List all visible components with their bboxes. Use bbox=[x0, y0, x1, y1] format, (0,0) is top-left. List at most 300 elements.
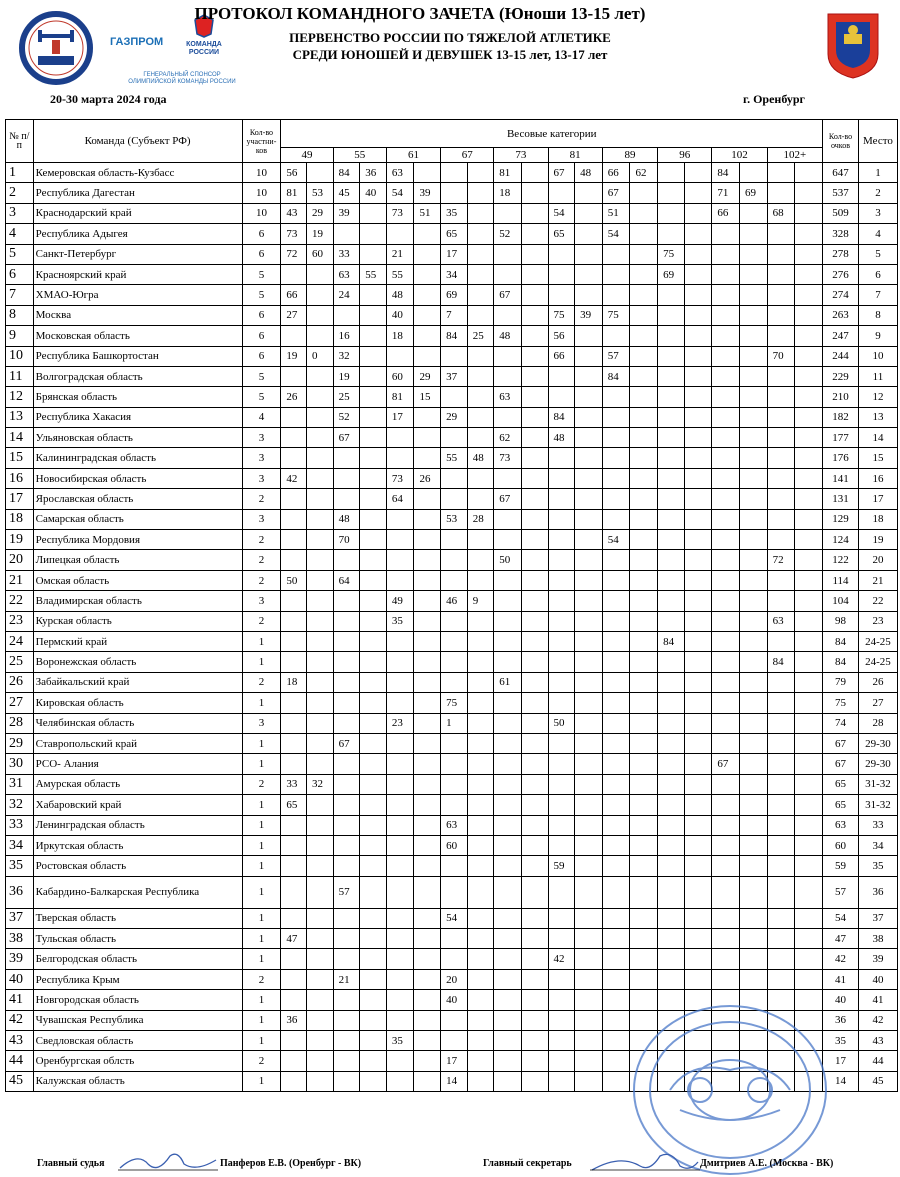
weight-points-cell: 25 bbox=[467, 326, 494, 346]
weight-points-cell bbox=[467, 949, 494, 969]
table-row bbox=[6, 305, 898, 325]
weight-points-cell: 66 bbox=[712, 203, 740, 223]
weight-points-cell bbox=[467, 908, 494, 928]
weight-points-cell bbox=[414, 428, 441, 448]
weight-points-cell bbox=[602, 774, 630, 794]
weight-points-cell: 47 bbox=[281, 929, 307, 949]
row-number: 21 bbox=[6, 570, 34, 590]
weight-points-cell bbox=[281, 550, 307, 570]
weight-points-cell bbox=[575, 876, 603, 908]
weight-points-cell bbox=[658, 570, 685, 590]
table-row bbox=[6, 795, 898, 815]
weight-points-cell bbox=[386, 774, 414, 794]
weight-points-cell bbox=[467, 733, 494, 753]
weight-points-cell bbox=[307, 929, 334, 949]
weight-points-cell bbox=[630, 631, 658, 651]
weight-points-cell: 67 bbox=[548, 163, 575, 183]
weight-points-cell: 65 bbox=[441, 224, 468, 244]
weight-points-cell bbox=[360, 969, 387, 989]
participant-count: 2 bbox=[242, 1051, 281, 1071]
weight-points-cell bbox=[684, 428, 712, 448]
weight-points-cell: 81 bbox=[386, 387, 414, 407]
weight-points-cell bbox=[602, 815, 630, 835]
weight-points-cell bbox=[795, 509, 823, 529]
weight-points-cell bbox=[712, 264, 740, 284]
weight-points-cell bbox=[795, 264, 823, 284]
weight-points-cell: 19 bbox=[281, 346, 307, 366]
weight-points-cell bbox=[360, 224, 387, 244]
weight-points-cell bbox=[467, 244, 494, 264]
weight-points-cell: 48 bbox=[333, 509, 360, 529]
weight-points-cell bbox=[739, 815, 767, 835]
weight-points-cell bbox=[630, 969, 658, 989]
weight-points-cell bbox=[281, 1031, 307, 1051]
weight-points-cell bbox=[307, 1071, 334, 1091]
weight-points-cell bbox=[414, 305, 441, 325]
team-name: Ульяновская область bbox=[33, 428, 242, 448]
team-name: Кировская область bbox=[33, 693, 242, 713]
weight-points-cell bbox=[630, 183, 658, 203]
weight-points-cell: 34 bbox=[441, 264, 468, 284]
place: 15 bbox=[858, 448, 897, 468]
weight-points-cell bbox=[307, 428, 334, 448]
weight-points-cell bbox=[521, 570, 548, 590]
weight-points-cell bbox=[360, 795, 387, 815]
weight-points-cell bbox=[602, 448, 630, 468]
weight-points-cell bbox=[441, 489, 468, 509]
weight-points-cell bbox=[795, 244, 823, 264]
weight-points-cell: 68 bbox=[767, 203, 795, 223]
weight-points-cell bbox=[494, 244, 522, 264]
weight-points-cell bbox=[521, 509, 548, 529]
weight-points-cell bbox=[307, 530, 334, 550]
weight-points-cell bbox=[307, 285, 334, 305]
weight-points-cell bbox=[795, 468, 823, 488]
weight-points-cell bbox=[441, 929, 468, 949]
weight-points-cell bbox=[602, 908, 630, 928]
weight-points-cell bbox=[386, 815, 414, 835]
table-row bbox=[6, 1031, 898, 1051]
weight-points-cell bbox=[414, 611, 441, 631]
team-name: Республика Башкортостан bbox=[33, 346, 242, 366]
chief-secretary-signature bbox=[590, 1150, 700, 1174]
table-row bbox=[6, 672, 898, 692]
weight-points-cell: 42 bbox=[548, 949, 575, 969]
weight-points-cell bbox=[602, 509, 630, 529]
weight-points-cell bbox=[684, 631, 712, 651]
weight-points-cell bbox=[602, 693, 630, 713]
weight-points-cell bbox=[739, 570, 767, 590]
weight-points-cell: 1 bbox=[441, 713, 468, 733]
weight-category-header: 102 bbox=[712, 148, 767, 163]
weight-points-cell bbox=[658, 693, 685, 713]
weight-points-cell bbox=[307, 366, 334, 386]
team-name: Кемеровская область-Кузбасс bbox=[33, 163, 242, 183]
place: 40 bbox=[858, 969, 897, 989]
total-points: 141 bbox=[823, 468, 859, 488]
weight-points-cell bbox=[360, 611, 387, 631]
weight-points-cell bbox=[795, 530, 823, 550]
weight-points-cell bbox=[494, 1010, 522, 1030]
weight-points-cell: 48 bbox=[467, 448, 494, 468]
weight-points-cell bbox=[414, 509, 441, 529]
table-row bbox=[6, 326, 898, 346]
weight-points-cell: 40 bbox=[441, 990, 468, 1010]
weight-points-cell bbox=[684, 285, 712, 305]
participant-count: 10 bbox=[242, 183, 281, 203]
weight-points-cell bbox=[548, 387, 575, 407]
weight-points-cell bbox=[712, 733, 740, 753]
participant-count: 1 bbox=[242, 631, 281, 651]
weight-points-cell bbox=[684, 509, 712, 529]
place: 28 bbox=[858, 713, 897, 733]
weight-points-cell: 69 bbox=[658, 264, 685, 284]
total-points: 122 bbox=[823, 550, 859, 570]
weight-points-cell bbox=[684, 1051, 712, 1071]
weight-points-cell bbox=[767, 1071, 795, 1091]
weight-points-cell bbox=[602, 591, 630, 611]
weight-points-cell bbox=[414, 754, 441, 774]
weight-points-cell bbox=[494, 929, 522, 949]
weight-points-cell bbox=[307, 489, 334, 509]
weight-points-cell bbox=[386, 652, 414, 672]
weight-points-cell bbox=[414, 285, 441, 305]
weight-points-cell bbox=[521, 929, 548, 949]
weight-points-cell bbox=[521, 468, 548, 488]
weight-points-cell bbox=[602, 1071, 630, 1091]
weight-points-cell bbox=[521, 876, 548, 908]
weight-points-cell bbox=[414, 326, 441, 346]
weight-points-cell: 75 bbox=[441, 693, 468, 713]
participant-count: 3 bbox=[242, 428, 281, 448]
row-number: 44 bbox=[6, 1051, 34, 1071]
participant-count: 1 bbox=[242, 693, 281, 713]
weight-points-cell bbox=[467, 489, 494, 509]
weight-points-cell bbox=[767, 1010, 795, 1030]
weight-points-cell bbox=[333, 754, 360, 774]
weight-points-cell bbox=[360, 713, 387, 733]
table-row bbox=[6, 428, 898, 448]
team-name: Курская область bbox=[33, 611, 242, 631]
weight-points-cell bbox=[494, 969, 522, 989]
header-weight-categories: Весовые категории bbox=[281, 120, 823, 148]
weight-points-cell bbox=[333, 672, 360, 692]
team-name: Ярославская область bbox=[33, 489, 242, 509]
weight-points-cell bbox=[712, 990, 740, 1010]
place: 16 bbox=[858, 468, 897, 488]
weight-points-cell bbox=[712, 550, 740, 570]
weight-points-cell bbox=[333, 1031, 360, 1051]
weight-points-cell bbox=[602, 1010, 630, 1030]
weight-points-cell bbox=[658, 856, 685, 876]
team-name: Кабардино-Балкарская Республика bbox=[33, 876, 242, 908]
weight-points-cell bbox=[658, 754, 685, 774]
weight-points-cell bbox=[467, 672, 494, 692]
weight-points-cell: 36 bbox=[360, 163, 387, 183]
weight-points-cell: 62 bbox=[494, 428, 522, 448]
weight-points-cell bbox=[767, 672, 795, 692]
weight-points-cell: 21 bbox=[333, 969, 360, 989]
team-name: Новгородская область bbox=[33, 990, 242, 1010]
total-points: 42 bbox=[823, 949, 859, 969]
weight-points-cell bbox=[684, 163, 712, 183]
team-name: Оренбургская облсть bbox=[33, 1051, 242, 1071]
table-row bbox=[6, 733, 898, 753]
weight-points-cell bbox=[281, 969, 307, 989]
weight-points-cell bbox=[575, 611, 603, 631]
place: 3 bbox=[858, 203, 897, 223]
weight-points-cell: 52 bbox=[494, 224, 522, 244]
weight-points-cell bbox=[386, 990, 414, 1010]
participant-count: 1 bbox=[242, 856, 281, 876]
weight-points-cell: 48 bbox=[575, 163, 603, 183]
document-subtitle-2: СРЕДИ ЮНОШЕЙ И ДЕВУШЕК 13-15 лет, 13-17 лет bbox=[292, 47, 608, 62]
weight-points-cell bbox=[712, 652, 740, 672]
weight-points-cell bbox=[494, 1051, 522, 1071]
team-name: Калининградская область bbox=[33, 448, 242, 468]
participant-count: 2 bbox=[242, 570, 281, 590]
weight-category-header: 89 bbox=[602, 148, 657, 163]
weight-points-cell bbox=[307, 949, 334, 969]
weight-points-cell bbox=[281, 448, 307, 468]
weight-points-cell bbox=[630, 326, 658, 346]
total-points: 36 bbox=[823, 1010, 859, 1030]
weight-points-cell: 63 bbox=[494, 387, 522, 407]
team-name: Омская область bbox=[33, 570, 242, 590]
total-points: 182 bbox=[823, 407, 859, 427]
table-row bbox=[6, 448, 898, 468]
weight-points-cell bbox=[630, 407, 658, 427]
weight-points-cell bbox=[712, 631, 740, 651]
weight-points-cell: 63 bbox=[441, 815, 468, 835]
weight-points-cell bbox=[333, 908, 360, 928]
weight-points-cell bbox=[414, 1051, 441, 1071]
weight-points-cell: 66 bbox=[548, 346, 575, 366]
team-name: ХМАО-Югра bbox=[33, 285, 242, 305]
place: 33 bbox=[858, 815, 897, 835]
row-number: 30 bbox=[6, 754, 34, 774]
team-name: Самарская область bbox=[33, 509, 242, 529]
weight-points-cell bbox=[494, 795, 522, 815]
weight-points-cell bbox=[658, 326, 685, 346]
weight-points-cell bbox=[281, 264, 307, 284]
weight-points-cell bbox=[521, 693, 548, 713]
weight-points-cell bbox=[548, 908, 575, 928]
weight-points-cell bbox=[658, 550, 685, 570]
weight-points-cell bbox=[712, 346, 740, 366]
weight-points-cell bbox=[521, 754, 548, 774]
weight-points-cell bbox=[602, 1031, 630, 1051]
team-name: Чувашская Республика bbox=[33, 1010, 242, 1030]
team-name: РСО- Алания bbox=[33, 754, 242, 774]
weight-points-cell bbox=[307, 448, 334, 468]
place: 10 bbox=[858, 346, 897, 366]
weight-points-cell bbox=[575, 1071, 603, 1091]
weight-points-cell bbox=[521, 774, 548, 794]
total-points: 47 bbox=[823, 929, 859, 949]
weight-points-cell bbox=[414, 224, 441, 244]
weight-points-cell: 48 bbox=[548, 428, 575, 448]
weight-points-cell bbox=[795, 754, 823, 774]
weight-points-cell bbox=[630, 224, 658, 244]
weight-points-cell bbox=[602, 468, 630, 488]
weight-points-cell bbox=[386, 949, 414, 969]
weight-points-cell bbox=[739, 448, 767, 468]
weight-category-header: 49 bbox=[281, 148, 333, 163]
weight-points-cell bbox=[548, 774, 575, 794]
row-number: 1 bbox=[6, 163, 34, 183]
weight-points-cell bbox=[360, 530, 387, 550]
weight-points-cell bbox=[360, 468, 387, 488]
weight-points-cell: 66 bbox=[281, 285, 307, 305]
weight-points-cell bbox=[467, 428, 494, 448]
weight-points-cell: 48 bbox=[494, 326, 522, 346]
weight-points-cell bbox=[739, 856, 767, 876]
weight-points-cell bbox=[494, 774, 522, 794]
weight-points-cell bbox=[767, 754, 795, 774]
weight-points-cell bbox=[360, 387, 387, 407]
weight-points-cell bbox=[360, 570, 387, 590]
weight-points-cell bbox=[360, 733, 387, 753]
weight-points-cell bbox=[658, 949, 685, 969]
table-row bbox=[6, 713, 898, 733]
weight-points-cell bbox=[360, 203, 387, 223]
weight-points-cell bbox=[386, 224, 414, 244]
weight-points-cell: 43 bbox=[281, 203, 307, 223]
place: 45 bbox=[858, 1071, 897, 1091]
total-points: 244 bbox=[823, 346, 859, 366]
weight-points-cell bbox=[414, 693, 441, 713]
total-points: 40 bbox=[823, 990, 859, 1010]
team-name: Ростовская область bbox=[33, 856, 242, 876]
weight-points-cell bbox=[795, 1051, 823, 1071]
weight-points-cell: 67 bbox=[333, 733, 360, 753]
place: 39 bbox=[858, 949, 897, 969]
total-points: 84 bbox=[823, 652, 859, 672]
weight-points-cell bbox=[684, 929, 712, 949]
weight-points-cell bbox=[467, 754, 494, 774]
weight-points-cell bbox=[548, 1071, 575, 1091]
weight-points-cell bbox=[386, 1010, 414, 1030]
participant-count: 5 bbox=[242, 387, 281, 407]
weight-points-cell: 21 bbox=[386, 244, 414, 264]
weight-points-cell: 60 bbox=[307, 244, 334, 264]
weight-points-cell bbox=[658, 366, 685, 386]
row-number: 18 bbox=[6, 509, 34, 529]
weight-points-cell bbox=[739, 428, 767, 448]
weight-points-cell bbox=[739, 1071, 767, 1091]
weight-points-cell bbox=[548, 285, 575, 305]
weight-points-cell bbox=[602, 489, 630, 509]
weight-points-cell bbox=[333, 448, 360, 468]
participant-count: 2 bbox=[242, 489, 281, 509]
weight-points-cell bbox=[739, 774, 767, 794]
place: 29-30 bbox=[858, 754, 897, 774]
weight-points-cell bbox=[767, 570, 795, 590]
weight-points-cell bbox=[739, 754, 767, 774]
weight-points-cell bbox=[739, 795, 767, 815]
weight-points-cell bbox=[658, 1031, 685, 1051]
weight-points-cell bbox=[575, 969, 603, 989]
weight-points-cell bbox=[414, 713, 441, 733]
weight-points-cell bbox=[386, 693, 414, 713]
weight-points-cell bbox=[684, 326, 712, 346]
weight-points-cell bbox=[281, 1051, 307, 1071]
weight-points-cell bbox=[548, 550, 575, 570]
weight-category-header: 67 bbox=[441, 148, 494, 163]
participant-count: 5 bbox=[242, 366, 281, 386]
table-row bbox=[6, 693, 898, 713]
weight-points-cell bbox=[494, 713, 522, 733]
weight-points-cell: 17 bbox=[386, 407, 414, 427]
weight-points-cell bbox=[658, 428, 685, 448]
row-number: 27 bbox=[6, 693, 34, 713]
weight-points-cell bbox=[521, 969, 548, 989]
weight-points-cell bbox=[307, 990, 334, 1010]
weight-points-cell: 63 bbox=[386, 163, 414, 183]
weight-points-cell bbox=[575, 1031, 603, 1051]
participant-count: 2 bbox=[242, 530, 281, 550]
total-points: 263 bbox=[823, 305, 859, 325]
weight-points-cell bbox=[467, 346, 494, 366]
weight-points-cell bbox=[333, 550, 360, 570]
weight-points-cell bbox=[630, 428, 658, 448]
weight-points-cell bbox=[521, 631, 548, 651]
weight-points-cell bbox=[795, 990, 823, 1010]
weight-points-cell bbox=[712, 224, 740, 244]
weight-points-cell: 26 bbox=[414, 468, 441, 488]
table-row bbox=[6, 224, 898, 244]
weight-points-cell bbox=[712, 929, 740, 949]
weight-points-cell: 73 bbox=[494, 448, 522, 468]
weight-points-cell bbox=[658, 1051, 685, 1071]
row-number: 34 bbox=[6, 835, 34, 855]
row-number: 7 bbox=[6, 285, 34, 305]
weight-points-cell bbox=[386, 908, 414, 928]
weight-points-cell bbox=[575, 509, 603, 529]
weight-points-cell bbox=[795, 713, 823, 733]
weight-points-cell bbox=[386, 733, 414, 753]
participant-count: 6 bbox=[242, 346, 281, 366]
weight-points-cell bbox=[494, 733, 522, 753]
weight-points-cell bbox=[281, 1071, 307, 1091]
weight-points-cell bbox=[467, 611, 494, 631]
row-number: 37 bbox=[6, 908, 34, 928]
weight-points-cell bbox=[658, 908, 685, 928]
total-points: 124 bbox=[823, 530, 859, 550]
weight-points-cell bbox=[467, 652, 494, 672]
weight-points-cell bbox=[333, 305, 360, 325]
weight-points-cell bbox=[360, 550, 387, 570]
weight-points-cell bbox=[795, 326, 823, 346]
weight-points-cell bbox=[767, 387, 795, 407]
weight-points-cell bbox=[795, 929, 823, 949]
total-points: 67 bbox=[823, 754, 859, 774]
weight-points-cell bbox=[414, 969, 441, 989]
weight-points-cell bbox=[684, 693, 712, 713]
weight-points-cell bbox=[521, 163, 548, 183]
place: 19 bbox=[858, 530, 897, 550]
row-number: 24 bbox=[6, 631, 34, 651]
weight-points-cell bbox=[684, 672, 712, 692]
weight-points-cell bbox=[494, 652, 522, 672]
total-points: 129 bbox=[823, 509, 859, 529]
team-name: Республика Хакасия bbox=[33, 407, 242, 427]
weight-points-cell bbox=[360, 754, 387, 774]
weight-points-cell bbox=[548, 631, 575, 651]
weight-points-cell bbox=[630, 285, 658, 305]
weight-points-cell: 40 bbox=[360, 183, 387, 203]
